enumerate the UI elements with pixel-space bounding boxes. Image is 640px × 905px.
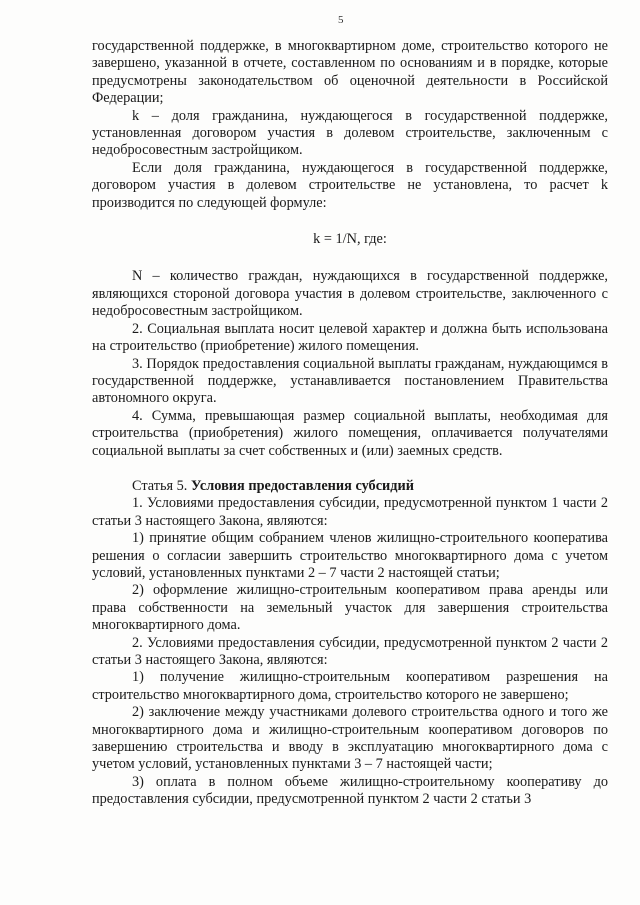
paragraph-conditions-1-2: 2) оформление жилищно-строительным кооперативом права аренды или права собственности на земельный участок для завершения строительства многоквартирного дома.	[92, 582, 608, 634]
article-heading	[92, 478, 608, 495]
paragraph-item-3: 3. Порядок предоставления социальной выплаты гражданам, нуждающимся в государственной поддержке, устанавливается постановлением Правительства автономного округа.	[92, 355, 608, 407]
paragraph-n-definition: N – количество граждан, нуждающихся в государственной поддержке, являющихся стороной договора участия в долевом строительстве, заключенного с недобросовестным застройщиком.	[92, 268, 608, 320]
article-prefix: Статья 5.	[132, 477, 191, 494]
paragraph-k-calculation: Если доля гражданина, нуждающегося в государственной поддержке, договором участия в долевом строительстве не установлена, то расчет k производится по следующей формуле:	[92, 159, 608, 211]
formula: k = 1/N, где:	[313, 231, 387, 248]
paragraph-conditions-2-1: 1) получение жилищно-строительным кооперативом разрешения на строительство многоквартирного дома, строительство которого не завершено;	[92, 669, 608, 703]
document-body	[92, 38, 608, 809]
paragraph-continuation: государственной поддержке, в многоквартирном доме, строительство которого не завершено, указанной в отчете, составленном по основаниям и в порядке, которые предусмотрены законодательством об оценочной деятельности в Российской Федерации;	[92, 38, 608, 107]
paragraph-conditions-2: 2. Условиями предоставления субсидии, предусмотренной пунктом 2 части 2 статьи 3 настоящего Закона, являются:	[92, 634, 608, 668]
paragraph-item-2: 2. Социальная выплата носит целевой характер и должна быть использована на строительство (приобретение) жилого помещения.	[92, 320, 608, 355]
page-number: 5	[338, 14, 344, 26]
paragraph-conditions-1-1: 1) принятие общим собранием членов жилищно-строительного кооператива решения о согласии завершить строительство многоквартирного дома с учетом условий, установленных пунктами 2 – 7 части 2 настоящей статьи;	[92, 530, 608, 581]
paragraph-conditions-2-2: 2) заключение между участниками долевого строительства одного и того же многоквартирного дома и жилищно-строительным кооперативом договоров по завершению строительства и вводу в эксплуатацию многоквартирного дома с учетом условий, установленных пунктами 3 – 7 настоящей части;	[92, 704, 608, 773]
paragraph-k-definition: k – доля гражданина, нуждающегося в государственной поддержке, установленная договором участия в долевом строительстве, заключенным с недобросовестным застройщиком.	[92, 107, 608, 159]
paragraph-conditions-1: 1. Условиями предоставления субсидии, предусмотренной пунктом 1 части 2 статьи 3 настоящего Закона, являются:	[92, 495, 608, 529]
paragraph-item-4: 4. Сумма, превышающая размер социальной выплаты, необходимая для строительства (приобретения) жилого помещения, оплачивается получателями социальной выплаты за счет собственных и (или) заемных средств.	[92, 407, 608, 459]
paragraph-conditions-2-3: 3) оплата в полном объеме жилищно-строительному кооперативу до предоставления субсидии, предусмотренной пунктом 2 части 2 статьи 3	[92, 773, 608, 808]
article-title: Условия предоставления субсидий	[190, 477, 415, 494]
